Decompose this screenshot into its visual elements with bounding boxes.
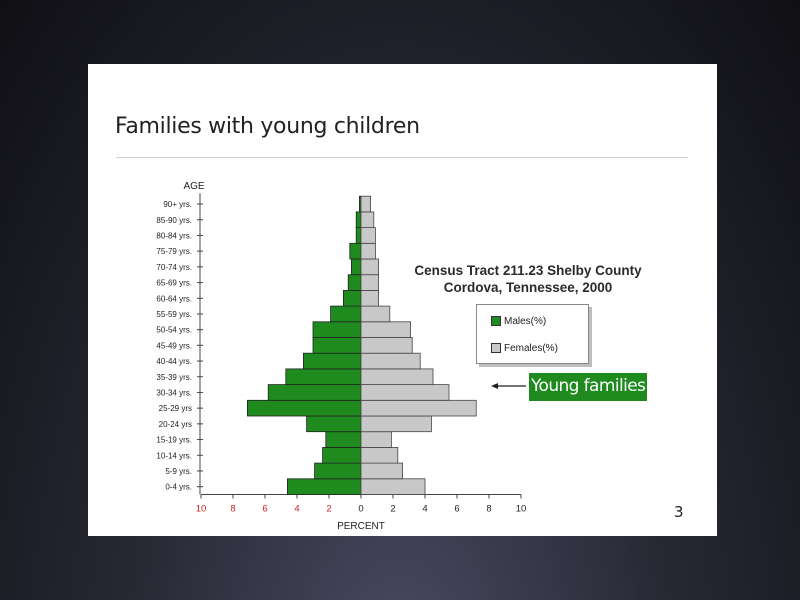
legend-item-males [491, 314, 546, 328]
percent-tick-label: 6 [262, 503, 268, 515]
age-tick-label: 60-64 yrs. [156, 294, 192, 304]
chart-title-line-1: Census Tract 211.23 Shelby County [414, 263, 642, 278]
female-bar [361, 369, 433, 385]
percent-tick-labels [196, 504, 527, 515]
male-bar [323, 447, 361, 463]
male-bar [313, 322, 361, 338]
percent-tick-label: 6 [454, 503, 460, 515]
age-tick-label: 5-9 yrs. [165, 466, 192, 476]
chart-title-line-2: Cordova, Tennessee, 2000 [443, 280, 613, 295]
slide [88, 64, 717, 536]
male-bar [356, 228, 361, 244]
female-bar [361, 385, 449, 401]
female-bar [361, 259, 379, 275]
age-tick-label: 65-69 yrs. [156, 278, 192, 288]
percent-tick-label: 0 [358, 503, 364, 515]
male-bar [326, 432, 361, 448]
percent-tick-label: 10 [195, 503, 207, 515]
male-bar [343, 290, 361, 306]
population-pyramid-chart [88, 64, 717, 536]
female-bar [361, 416, 431, 432]
male-bar [303, 353, 361, 369]
age-tick-label: 30-34 yrs. [156, 388, 192, 398]
male-bar [351, 259, 361, 275]
age-tick-label: 35-39 yrs. [156, 372, 192, 382]
female-bar [361, 228, 375, 244]
age-tick-label: 80-84 yrs. [156, 231, 192, 241]
female-bar [361, 243, 375, 259]
age-tick-label: 45-49 yrs. [156, 341, 192, 351]
age-tick-label: 50-54 yrs. [156, 325, 192, 335]
percent-tick-label: 2 [326, 503, 332, 515]
female-bar [361, 212, 374, 228]
age-tick-label: 20-24 yrs [158, 419, 192, 429]
male-bar [356, 212, 361, 228]
page-number: 3 [674, 503, 684, 521]
female-bar [361, 290, 379, 306]
percent-tick-label: 8 [486, 503, 492, 515]
percent-tick-label: 2 [390, 503, 396, 515]
percent-tick-label: 4 [422, 503, 428, 515]
legend-swatch-males [491, 316, 501, 326]
female-bar [361, 338, 412, 354]
age-tick-label: 90+ yrs. [163, 200, 192, 210]
age-tick-label: 25-29 yrs [158, 404, 192, 414]
age-tick-label: 75-79 yrs. [156, 247, 192, 257]
young-families-annotation: Young families [529, 373, 647, 401]
age-tick-label: 55-59 yrs. [156, 309, 192, 319]
percent-tick-label: 10 [515, 503, 527, 515]
female-bar [361, 432, 391, 448]
female-bar [361, 400, 476, 416]
male-bar [287, 479, 361, 495]
female-bar [361, 353, 420, 369]
male-bar [268, 385, 361, 401]
chart-title [378, 262, 678, 296]
legend-label-females: Females(%) [504, 342, 558, 354]
age-tick-label: 10-14 yrs. [156, 451, 192, 461]
age-tick-label: 0-4 yrs. [165, 482, 192, 492]
chart-bars [247, 196, 476, 494]
female-bar [361, 479, 425, 495]
legend-swatch-females [491, 343, 501, 353]
y-axis-title: AGE [183, 181, 205, 192]
chart-legend [476, 304, 589, 364]
age-tick-label: 40-44 yrs. [156, 357, 192, 367]
percent-tick-label: 4 [294, 503, 300, 515]
age-tick-labels [156, 200, 192, 492]
annotation-arrow [491, 383, 526, 389]
male-bar [307, 416, 361, 432]
male-bar [286, 369, 361, 385]
female-bar [361, 306, 390, 322]
slide-title: Families with young children [115, 114, 420, 139]
female-bar [361, 275, 379, 291]
legend-item-females [491, 341, 558, 355]
male-bar [247, 400, 361, 416]
female-bar [361, 447, 398, 463]
male-bar [331, 306, 361, 322]
age-tick-label: 85-90 yrs. [156, 215, 192, 225]
age-tick-label: 15-19 yrs. [156, 435, 192, 445]
female-bar [361, 196, 371, 212]
percent-tick-label: 8 [230, 503, 236, 515]
age-tick-label: 70-74 yrs. [156, 262, 192, 272]
male-bar [348, 275, 361, 291]
x-axis-title: PERCENT [337, 521, 385, 532]
male-bar [315, 463, 361, 479]
female-bar [361, 322, 411, 338]
male-bar [350, 243, 361, 259]
male-bar [313, 338, 361, 354]
female-bar [361, 463, 403, 479]
legend-label-males: Males(%) [504, 315, 547, 327]
